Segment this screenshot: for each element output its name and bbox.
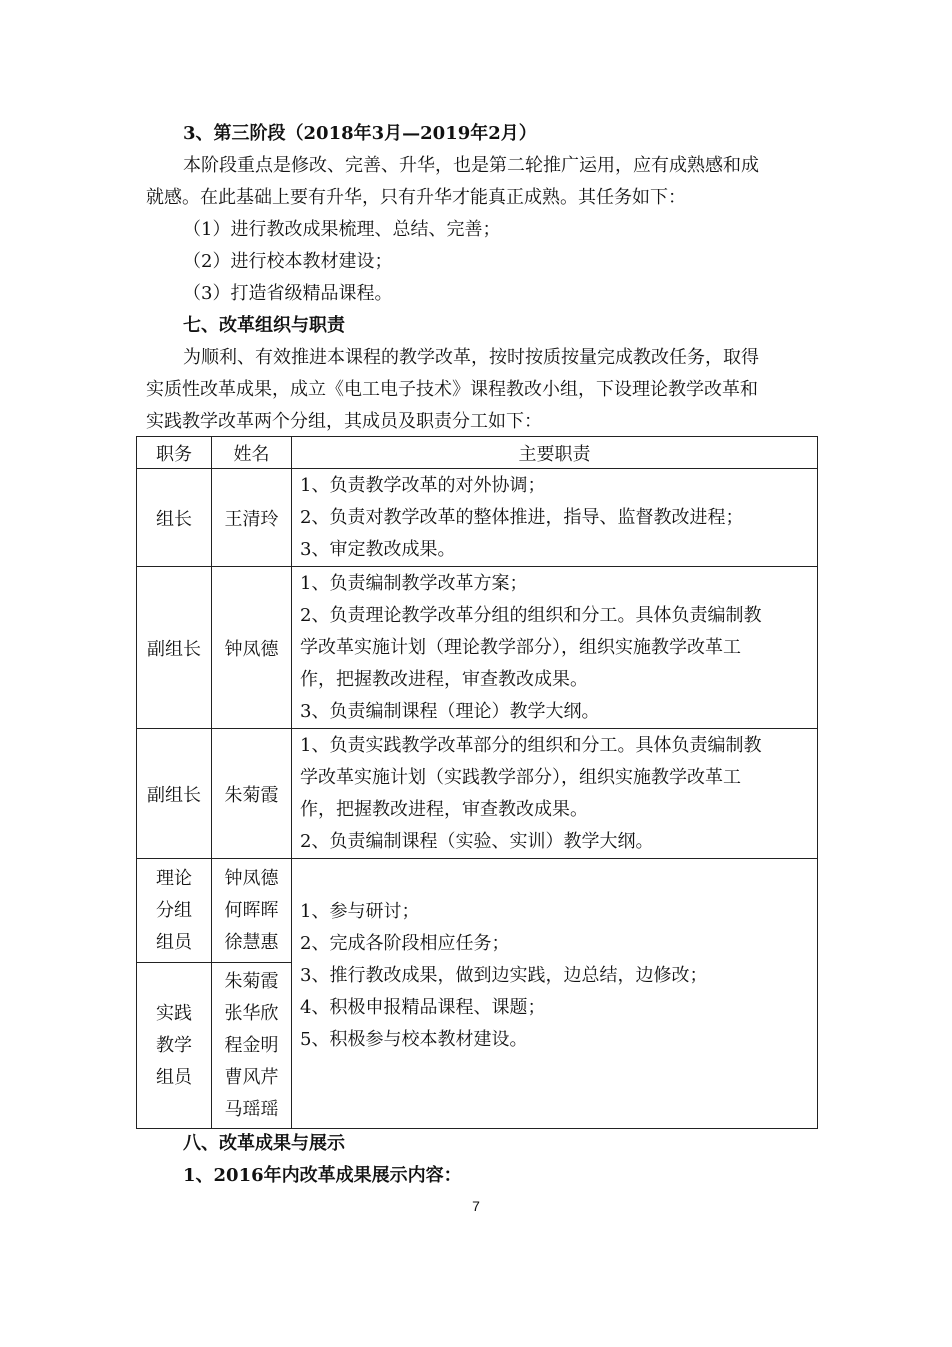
stage3-item-2: （2）进行校本教材建设； — [183, 251, 393, 272]
duty-table — [136, 436, 818, 1129]
section7-paragraph-line-1: 为顺利、有效推进本课程的教学改革，按时按质按量完成教改任务，取得 — [183, 347, 759, 368]
name-cell — [212, 859, 292, 963]
table-row — [137, 729, 818, 859]
duty-line: 1、负责教学改革的对外协调； — [300, 474, 546, 496]
section7-paragraph-line-2: 实质性改革成果，成立《电工电子技术》课程教改小组，下设理论教学改革和 — [146, 379, 758, 400]
member-name: 张华欣 — [224, 1002, 279, 1024]
duty-line: 1、负责编制教学改革方案； — [300, 572, 528, 594]
role-cell — [137, 963, 212, 1129]
name-cell — [212, 963, 292, 1129]
table-row — [137, 567, 818, 729]
duty-line: 4、积极申报精品课程、课题； — [300, 996, 546, 1018]
page-number: 7 — [472, 1198, 480, 1214]
section7-heading: 七、改革组织与职责 — [183, 315, 345, 336]
duty-line: 5、积极参与校本教材建设。 — [300, 1028, 528, 1050]
table-row — [137, 469, 818, 567]
duty-line: 学改革实施计划（理论教学部分），组织实施教学改革工 — [300, 636, 741, 658]
duty-line: 学改革实施计划（实践教学部分），组织实施教学改革工 — [300, 766, 741, 788]
duty-line: 1、负责实践教学改革部分的组织和分工。具体负责编制教 — [300, 734, 762, 756]
stage3-paragraph-line-1: 本阶段重点是修改、完善、升华，也是第二轮推广运用，应有成熟感和成 — [183, 155, 759, 176]
header-duties: 主要职责 — [292, 437, 818, 469]
member-name: 马瑶瑶 — [224, 1098, 279, 1120]
duty-line: 作，把握教改进程，审查教改成果。 — [300, 668, 588, 690]
table-row-theory-group — [137, 859, 818, 963]
stage3-item-3: （3）打造省级精品课程。 — [183, 283, 393, 304]
section7-paragraph-line-3: 实践教学改革两个分组，其成员及职责分工如下： — [146, 411, 542, 432]
duties-cell — [292, 469, 818, 567]
table-header-row — [137, 437, 818, 469]
name-cell: 王清玲 — [212, 469, 292, 567]
member-name: 徐慧惠 — [224, 931, 279, 953]
duties-cell — [292, 567, 818, 729]
duty-line: 1、参与研讨； — [300, 900, 420, 922]
stage3-item-1: （1）进行教改成果梳理、总结、完善； — [183, 219, 501, 240]
name-cell: 朱菊霞 — [212, 729, 292, 859]
member-name: 何晖晖 — [224, 899, 279, 921]
duty-line: 3、负责编制课程（理论）教学大纲。 — [300, 700, 600, 722]
duties-cell — [292, 729, 818, 859]
duty-line: 2、负责理论教学改革分组的组织和分工。具体负责编制教 — [300, 604, 762, 626]
section8-sub-heading-1: 1、2016年内改革成果展示内容： — [183, 1165, 462, 1186]
role-text: 分组 — [156, 899, 192, 921]
role-text: 实践 — [156, 1002, 192, 1024]
member-name: 程金明 — [224, 1034, 279, 1056]
header-role: 职务 — [137, 437, 212, 469]
member-name: 朱菊霞 — [224, 970, 279, 992]
section8-heading: 八、改革成果与展示 — [183, 1133, 345, 1154]
header-name: 姓名 — [212, 437, 292, 469]
role-text: 组员 — [156, 931, 192, 953]
role-text: 理论 — [156, 867, 192, 889]
duty-line: 2、负责对教学改革的整体推进，指导、监督教改进程； — [300, 506, 744, 528]
role-cell — [137, 859, 212, 963]
duty-line: 作，把握教改进程，审查教改成果。 — [300, 798, 588, 820]
role-cell: 副组长 — [137, 567, 212, 729]
name-cell: 钟凤德 — [212, 567, 292, 729]
role-cell: 副组长 — [137, 729, 212, 859]
member-duties-cell — [292, 859, 818, 1129]
member-name: 钟凤德 — [224, 867, 279, 889]
role-text: 组员 — [156, 1066, 192, 1088]
role-cell: 组长 — [137, 469, 212, 567]
stage3-heading: 3、第三阶段（2018年3月—2019年2月） — [183, 123, 537, 144]
role-text: 教学 — [156, 1034, 192, 1056]
duty-line: 3、推行教改成果，做到边实践，边总结，边修改； — [300, 964, 708, 986]
member-name: 曹风芹 — [224, 1066, 279, 1088]
stage3-paragraph-line-2: 就感。在此基础上要有升华，只有升华才能真正成熟。其任务如下： — [146, 187, 686, 208]
duty-line: 3、审定教改成果。 — [300, 538, 456, 560]
duty-line: 2、完成各阶段相应任务； — [300, 932, 510, 954]
duty-line: 2、负责编制课程（实验、实训）教学大纲。 — [300, 830, 654, 852]
